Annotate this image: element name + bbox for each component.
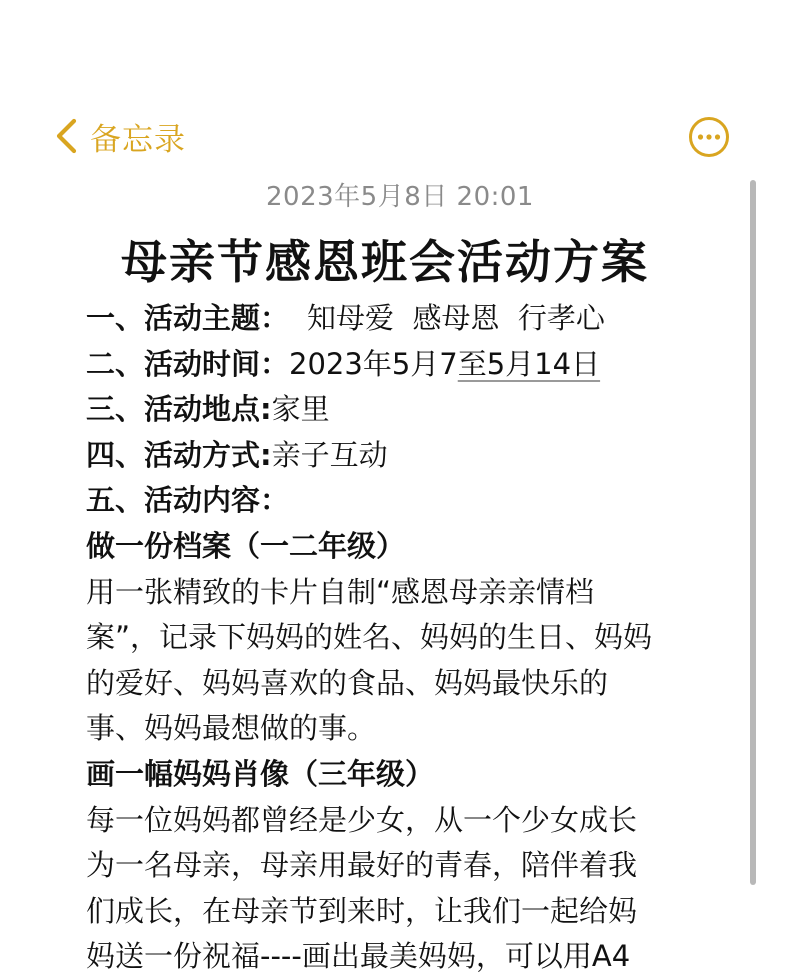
theme-value: 知母爱 感母恩 行孝心 [307, 301, 605, 335]
method-line [86, 433, 726, 479]
back-button-label: 备忘录 [90, 121, 186, 158]
section2-line: 妈送一份祝福----画出最美妈妈，可以用A4 [86, 939, 631, 974]
section1-line: 案”，记录下妈妈的姓名、妈妈的生日、妈妈 [86, 620, 653, 655]
section1-heading: 做一份档案（一二年级） [86, 528, 406, 563]
note-body[interactable] [86, 296, 726, 980]
place-value: 家里 [271, 392, 330, 427]
time-value-end: 至5月14日 [457, 346, 601, 381]
place-line [86, 387, 726, 433]
time-value-start: 2023年5月7 [289, 346, 458, 381]
section1-line: 事、妈妈最想做的事。 [86, 711, 377, 746]
time-label: 二、活动时间： [86, 346, 290, 381]
section2-line: 们成长，在母亲节到来时，让我们一起给妈 [86, 893, 638, 928]
theme-label: 一、活动主题： [86, 301, 290, 335]
note-timestamp: 2023年5月8日 20:01 [266, 182, 534, 212]
chevron-left-icon [50, 116, 84, 156]
method-label: 四、活动方式: [86, 437, 272, 472]
ellipsis-circle-icon[interactable] [688, 116, 730, 158]
section2-line: 为一名母亲，母亲用最好的青春，陪伴着我 [86, 848, 638, 883]
note-title: 母亲节感恩班会活动方案 [121, 235, 649, 289]
theme-line [86, 296, 726, 342]
navigation-bar [0, 0, 800, 180]
content-label: 五、活动内容： [86, 483, 290, 518]
section1-line: 用一张精致的卡片自制“感恩母亲亲情档 [86, 574, 595, 609]
section2-heading: 画一幅妈妈肖像（三年级） [86, 756, 435, 791]
time-line [86, 342, 726, 388]
method-value: 亲子互动 [271, 437, 388, 472]
back-button[interactable] [50, 112, 186, 160]
section2-line: 每一位妈妈都曾经是少女，从一个少女成长 [86, 802, 638, 837]
place-label: 三、活动地点: [86, 392, 272, 427]
section1-line: 的爱好、妈妈喜欢的食品、妈妈最快乐的 [86, 665, 609, 700]
